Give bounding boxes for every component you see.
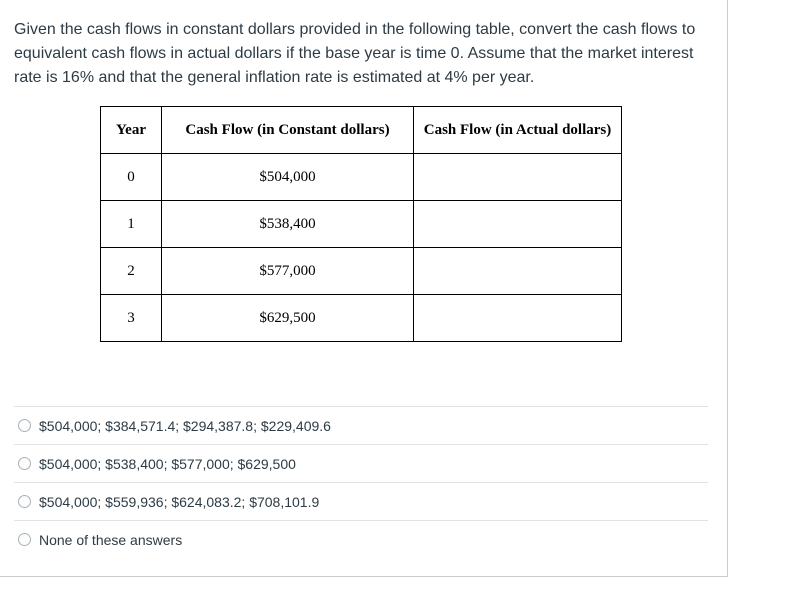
header-year: Year — [101, 107, 162, 154]
cell-actual — [414, 201, 622, 248]
answer-option-1[interactable] — [14, 406, 708, 444]
table-row — [101, 295, 622, 342]
answer-option-3[interactable] — [14, 482, 708, 520]
radio-button[interactable] — [18, 495, 31, 508]
table-row — [101, 154, 622, 201]
table-row — [101, 201, 622, 248]
cell-actual — [414, 248, 622, 295]
table-row — [101, 248, 622, 295]
cell-year: 2 — [101, 248, 162, 295]
answer-option-4[interactable] — [14, 520, 708, 558]
answer-label: $504,000; $384,571.4; $294,387.8; $229,409.6 — [39, 417, 331, 434]
cell-actual — [414, 154, 622, 201]
radio-button[interactable] — [18, 533, 31, 546]
cell-year: 1 — [101, 201, 162, 248]
answer-label: None of these answers — [39, 531, 183, 548]
answer-list — [14, 406, 708, 558]
answer-option-2[interactable] — [14, 444, 708, 482]
cell-year: 0 — [101, 154, 162, 201]
radio-button[interactable] — [18, 457, 31, 470]
radio-button[interactable] — [18, 419, 31, 432]
cell-constant: $538,400 — [162, 201, 414, 248]
cash-flow-table — [100, 106, 622, 342]
answer-label: $504,000; $559,936; $624,083.2; $708,101.9 — [39, 493, 320, 510]
cell-constant: $629,500 — [162, 295, 414, 342]
header-actual-dollars: Cash Flow (in Actual dollars) — [414, 107, 622, 154]
answer-label: $504,000; $538,400; $577,000; $629,500 — [39, 455, 296, 472]
cell-year: 3 — [101, 295, 162, 342]
question-text: Given the cash flows in constant dollars provided in the following table, convert the cash flows to equivalent cash flows in actual dollars if the base year is time 0. Assume that the market interest rate is 16% and that the general inflation rate is estimated at 4% per year. — [14, 21, 696, 86]
cell-constant: $504,000 — [162, 154, 414, 201]
cell-actual — [414, 295, 622, 342]
table-header-row — [101, 107, 622, 154]
header-constant-dollars: Cash Flow (in Constant dollars) — [162, 107, 414, 154]
cell-constant: $577,000 — [162, 248, 414, 295]
